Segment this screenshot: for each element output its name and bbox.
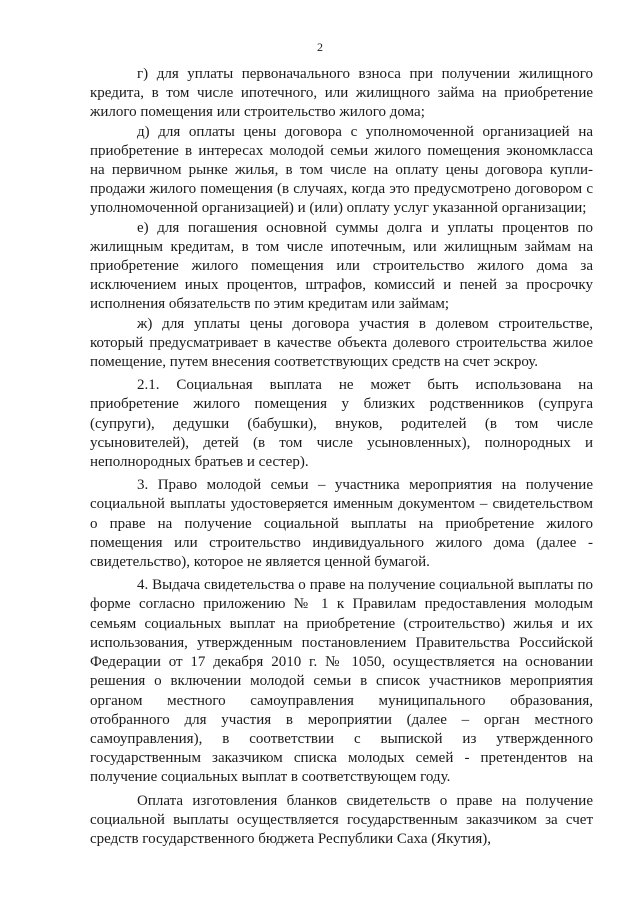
paragraph-item-e: е) для погашения основной суммы долга и уплаты процентов по жилищным кредитам, в том числе ипотечным, или жилищным займам на приобретение жилого помещения или строительство жилого дома за исключением иных процентов, штрафов, комиссий и пеней за просрочку исполнения обязательств по этим кредитам или займам; (90, 219, 593, 313)
paragraph-item-g: г) для уплаты первоначального взноса при получении жилищного кредита, в том числе ипотечного, или жилищного займа на приобретение жилого помещения или строительство жилого дома; (90, 66, 593, 121)
document-body (90, 65, 593, 849)
paragraph-item-zh: ж) для уплаты цены договора участия в долевом строительстве, который предусматривает в качестве объекта долевого строительства жилое помещение, путем внесения соответствующих средств на счет эскроу. (90, 315, 593, 371)
paragraph-item-d: д) для оплаты цены договора с уполномоченной организацией на приобретение в интересах молодой семьи жилого помещения экономкласса на первичном рынке жилья, в том числе на оплату цены договора купли-продажи жилого помещения (в случаях, когда это предусмотрено договором с уполномоченной организацией) и (или) оплату услуг указанной организации; (90, 123, 593, 217)
paragraph-payment: Оплата изготовления бланков свидетельств о праве на получение социальной выплаты осуществляется государственным заказчиком за счет средств государственного бюджета Республики Саха (Якутия), (90, 792, 593, 847)
paragraph-clause-4: 4. Выдача свидетельства о праве на получение социальной выплаты по форме согласно приложению № 1 к Правилам предоставления молодым семьям социальных выплат на приобретение (строительство) жилья и их использования, утвержденным постановлением Правительства Российской Федерации от 17 декабря 2010 г. № 1050, осуществляется на основании решения о включении молодой семьи в список участников мероприятия органом местного самоуправления муниципального образования, отобранного для участия в мероприятии (далее – орган местного самоуправления), в соответствии с выпиской из утвержденного государственным заказчиком списка молодых семей - претендентов на получение социальных выплат в соответствующем году. (90, 577, 593, 786)
paragraph-clause-3: 3. Право молодой семьи – участника мероприятия на получение социальной выплаты удостоверяется именным документом – свидетельством о праве на получение социальной выплаты на приобретение жилого помещения или строительство индивидуального жилого дома (далее - свидетельство), которое не является ценной бумагой. (90, 477, 593, 571)
paragraph-clause-2-1: 2.1. Социальная выплата не может быть использована на приобретение жилого помещения у близких родственников (супруга (супруги), дедушки (бабушки), внуков, родителей (в том числе усыновителей), детей (в том числе усыновленных), полнородных и неполнородных братьев и сестер). (90, 377, 593, 471)
page-number: 2 (317, 40, 323, 54)
